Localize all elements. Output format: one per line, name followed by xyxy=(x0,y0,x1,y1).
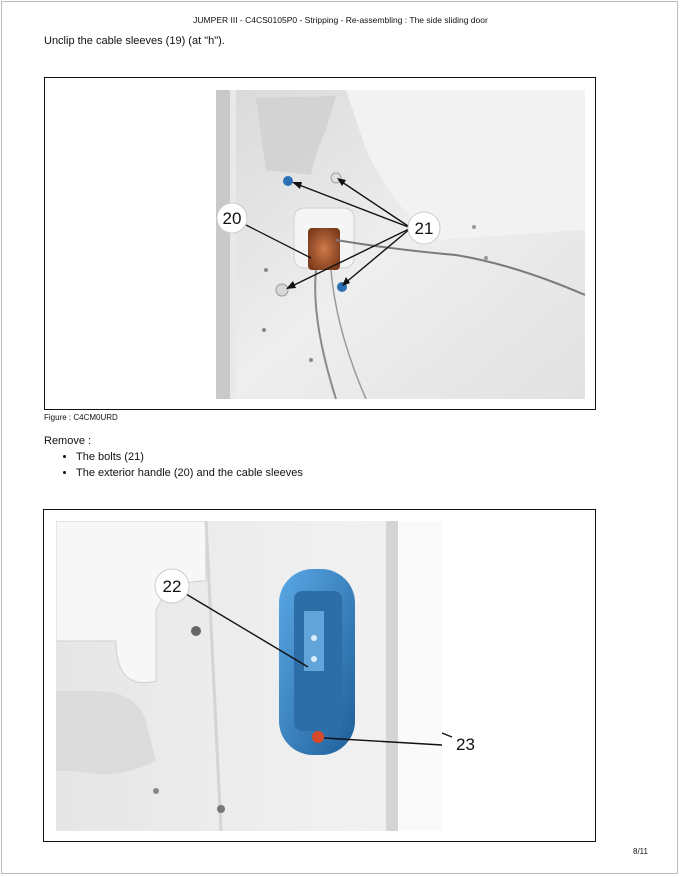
callout-22: 22 xyxy=(162,577,182,596)
callout-23: 23 xyxy=(456,735,475,754)
remove-heading: Remove : xyxy=(44,435,92,447)
door-handle-illustration xyxy=(56,521,442,831)
page-header: JUMPER III - C4CS0105P0 - Stripping - Re-assembling : The side sliding door xyxy=(193,15,488,25)
figure-2-photo xyxy=(56,521,442,831)
figure-1-frame xyxy=(44,77,596,410)
callout-23-leader xyxy=(442,725,562,765)
intro-instruction: Unclip the cable sleeves (19) (at "h"). xyxy=(44,35,225,47)
red-clip-icon xyxy=(312,731,324,743)
bolt-icon xyxy=(283,176,293,186)
figure-1-caption: Figure : C4CM0URD xyxy=(44,413,118,422)
figure-2-frame xyxy=(43,509,596,842)
list-item: • The bolts (21) xyxy=(76,450,303,465)
remove-list xyxy=(62,450,303,482)
callout-20: 20 xyxy=(222,209,242,228)
page-number: 8/11 xyxy=(633,847,648,856)
figure-1-photo xyxy=(216,90,585,399)
list-item: • The exterior handle (20) and the cable sleeves xyxy=(76,466,303,481)
callout-21: 21 xyxy=(414,219,434,238)
door-interior-illustration xyxy=(216,90,585,399)
